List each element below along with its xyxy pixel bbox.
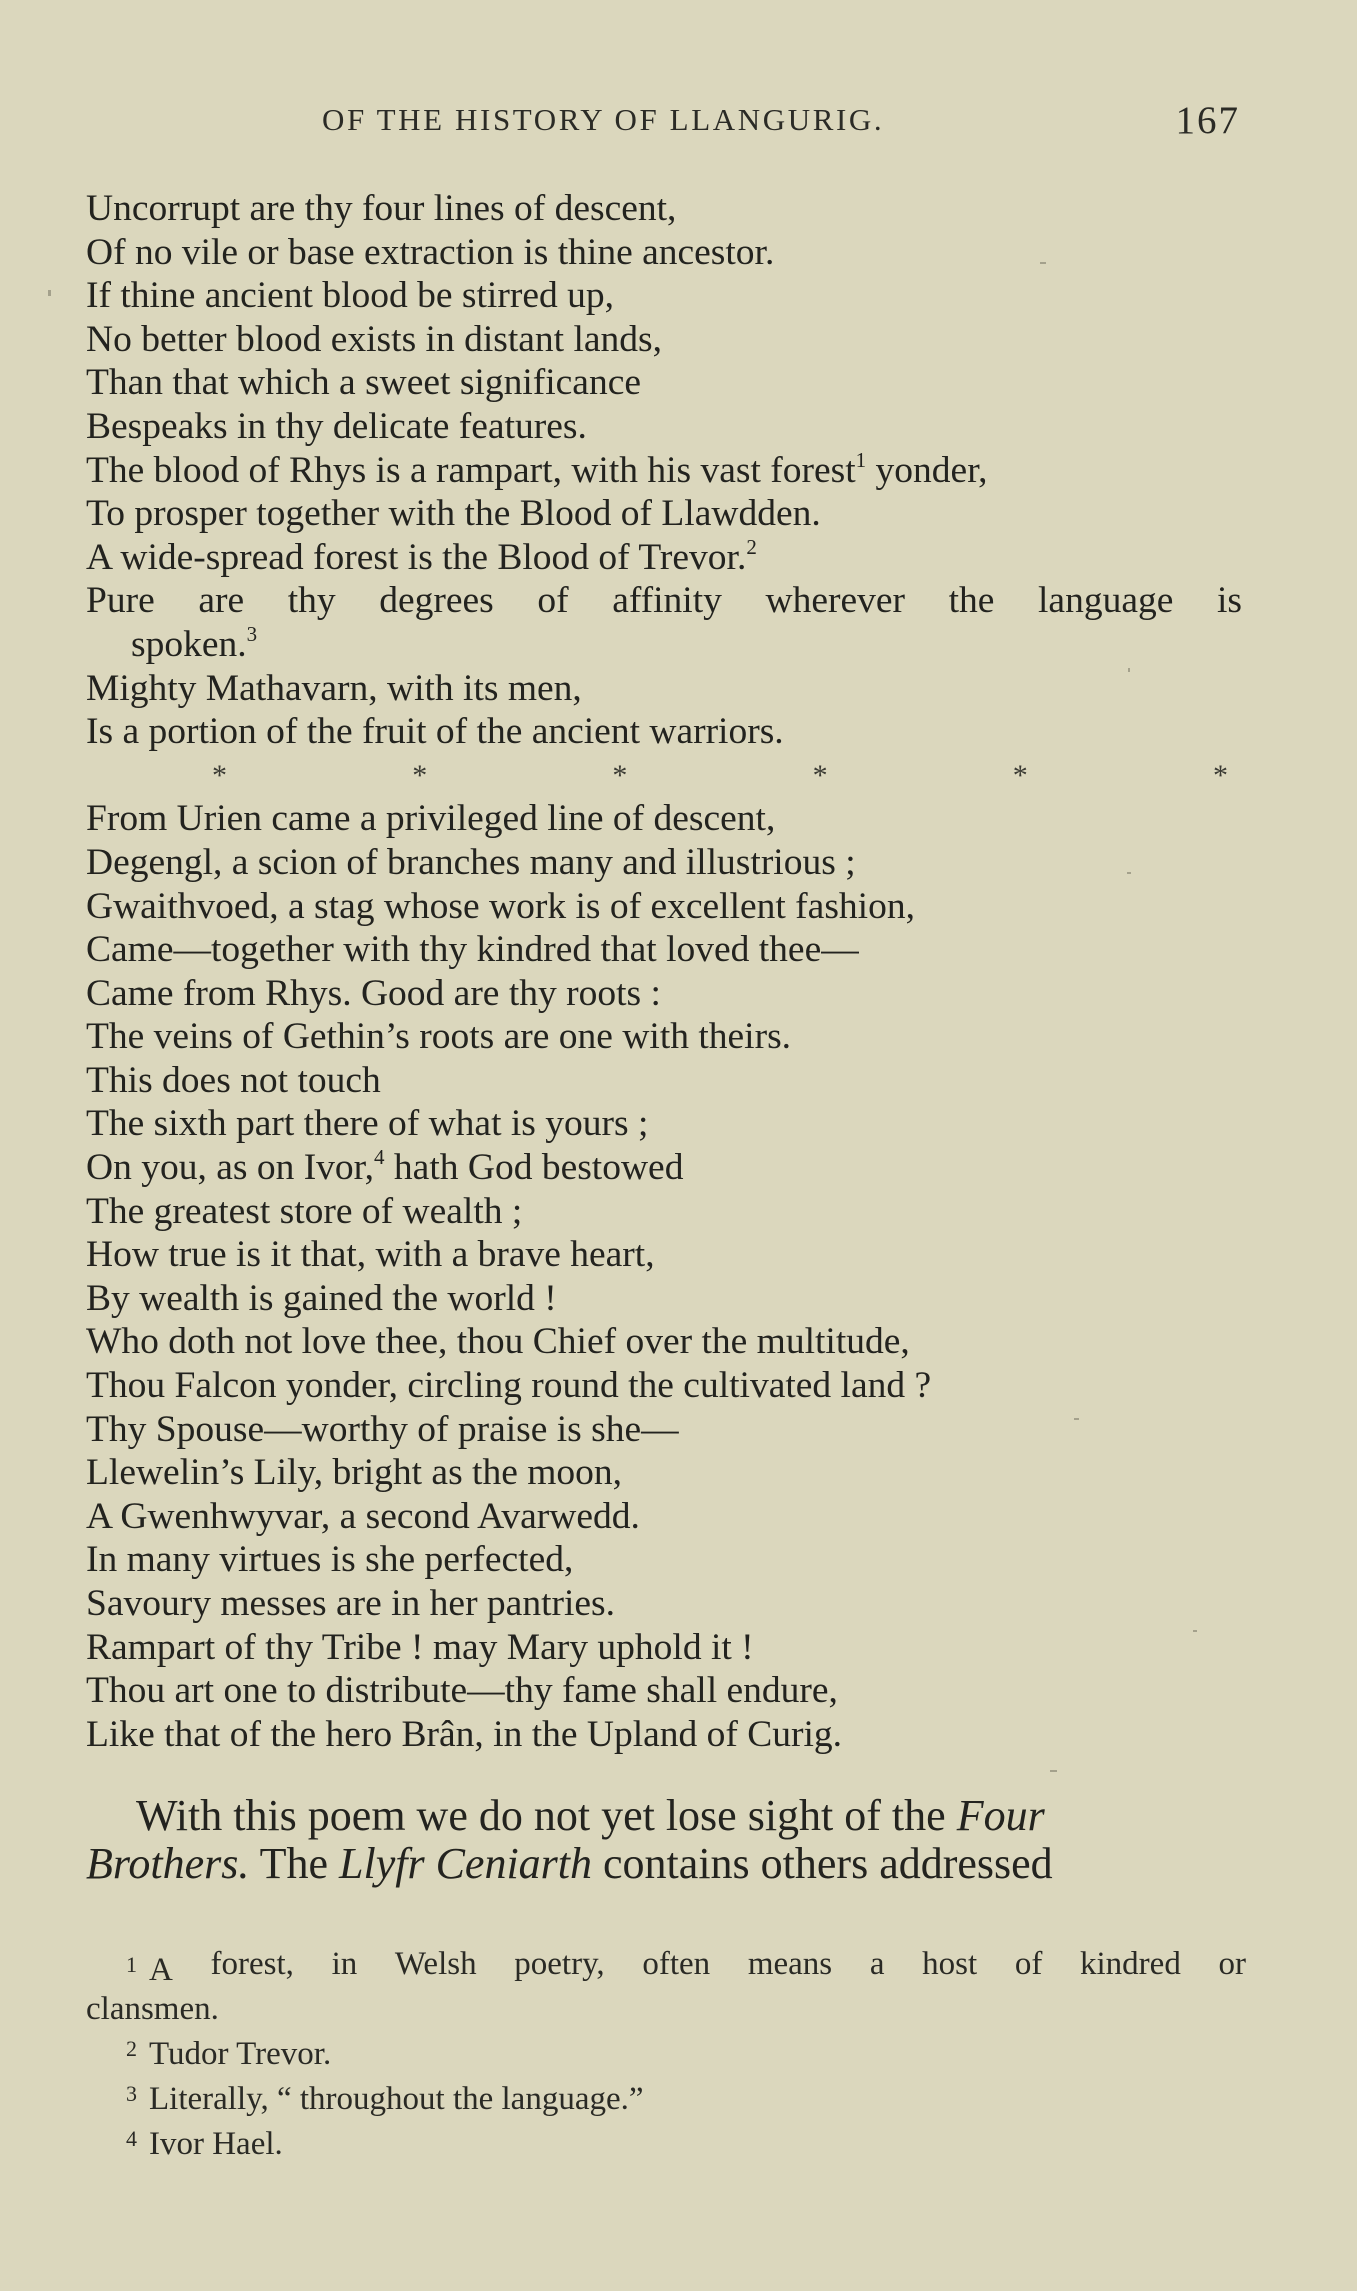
footnote-ref: 2 (746, 534, 757, 559)
word: Pure (86, 580, 155, 622)
word: poetry, (514, 1946, 605, 1982)
prose-italic: Llyfr Ceniarth (339, 1839, 593, 1888)
asterisk: * (212, 758, 227, 792)
prose-text: The (249, 1839, 339, 1888)
poem-line: The veins of Gethin’s roots are one with theirs. (86, 1016, 792, 1058)
footnote-4 (86, 2119, 1246, 2164)
poem-line-text: yonder, (866, 449, 988, 491)
poem-line: Mighty Mathavarn, with its men, (86, 667, 582, 709)
asterisk: * (812, 758, 828, 792)
word: thy (287, 580, 336, 622)
footnote-ref: 4 (374, 1145, 385, 1170)
poem-line: Than that which a sweet significance (86, 362, 641, 404)
word: language (1038, 580, 1174, 622)
paper-speck (1040, 262, 1046, 264)
poem-line: By wealth is gained the world ! (86, 1277, 557, 1319)
asterism (86, 754, 1242, 798)
poem-line-continuation (86, 623, 1242, 667)
word-text: A (149, 1952, 173, 1988)
footnote-text: Tudor Trevor. (149, 2036, 332, 2072)
word: host (922, 1946, 978, 1982)
footnote-mark: 1 (126, 1952, 137, 1977)
footnote-1-continuation: clansmen. (86, 1991, 219, 2027)
footnote-3 (86, 2074, 1246, 2119)
poem-line: Like that of the hero Brân, in the Upland of Curig. (86, 1713, 843, 1755)
prose-line (86, 1792, 1246, 1840)
poem-line-text: On you, as on Ivor, (86, 1147, 375, 1189)
word: are (198, 580, 245, 622)
running-title: OF THE HISTORY OF LLANGURIG. (322, 102, 885, 137)
word: or (1218, 1946, 1246, 1982)
poem-line (86, 1146, 1242, 1190)
poem-line: Llewelin’s Lily, bright as the moon, (86, 1452, 623, 1494)
prose-italic: Brothers. (86, 1839, 250, 1888)
poem-line: If thine ancient blood be stirred up, (86, 275, 614, 317)
poem-line: The greatest store of wealth ; (86, 1190, 523, 1232)
footnote-mark: 4 (126, 2126, 137, 2151)
prose-line (86, 1840, 1246, 1888)
asterisk: * (612, 758, 628, 792)
asterisk: * (1012, 758, 1028, 792)
word: of (1014, 1946, 1043, 1982)
word: forest, (210, 1946, 294, 1982)
poem-line: In many virtues is she perfected, (86, 1539, 574, 1581)
poem-line: Degengl, a scion of branches many and illustrious ; (86, 841, 856, 883)
prose-text: With this poem we do not yet lose sight of the (136, 1791, 957, 1840)
poem-line: Gwaithvoed, a stag whose work is of excellent fashion, (86, 885, 915, 927)
poem-line: Thou Falcon yonder, circling round the cultivated land ? (86, 1365, 932, 1407)
poem-line: Bespeaks in thy delicate features. (86, 405, 587, 447)
poem-line (86, 579, 1242, 623)
paper-speck (1127, 872, 1131, 874)
poem-line: From Urien came a privileged line of descent, (86, 798, 776, 840)
poem-line: Who doth not love thee, thou Chief over the multitude, (86, 1321, 910, 1363)
word (126, 1945, 173, 1990)
page-number: 167 (1175, 99, 1240, 142)
word: the (948, 580, 995, 622)
footnote-ref: 3 (246, 621, 258, 646)
asterisk: * (1212, 758, 1228, 792)
word: wherever (765, 580, 905, 622)
word: means (747, 1946, 833, 1982)
poem-line: Came—together with thy kindred that loved thee— (86, 929, 859, 971)
word: in (331, 1946, 358, 1982)
poem-line: Thou art one to distribute—thy fame shall endure, (86, 1670, 838, 1712)
footnote-2 (86, 2029, 1246, 2074)
footnote-1 (86, 1945, 1246, 1990)
prose-text: contains others addressed (592, 1839, 1053, 1888)
paper-speck (1074, 1418, 1079, 1420)
poem-line: Savoury messes are in her pantries. (86, 1583, 616, 1624)
footnote-mark: 3 (126, 2081, 137, 2106)
footnote-mark: 2 (126, 2036, 137, 2061)
word: affinity (612, 580, 722, 622)
poem-line-text: hath God bestowed (384, 1147, 684, 1189)
word: is (1216, 580, 1242, 622)
poem-line-text: spoken. (131, 623, 247, 665)
word: Welsh (394, 1946, 477, 1982)
word: of (537, 580, 569, 622)
footnote-text: Literally, “ throughout the language.” (149, 2081, 644, 2117)
poem-line: Uncorrupt are thy four lines of descent, (86, 188, 677, 229)
poem-line: To prosper together with the Blood of Llawdden. (86, 493, 821, 535)
word: a (869, 1946, 885, 1982)
word: kindred (1080, 1946, 1181, 1982)
poem-line: Thy Spouse—worthy of praise is she— (86, 1408, 679, 1450)
paper-speck (1193, 1630, 1197, 1632)
poem-line: Came from Rhys. Good are thy roots : (86, 972, 661, 1014)
poem-line: How true is it that, with a brave heart, (86, 1234, 655, 1276)
word: degrees (379, 580, 494, 622)
prose-paragraph (86, 1792, 1246, 1888)
poem-line-text: The blood of Rhys is a rampart, with his vast forest (86, 449, 856, 491)
poem-line (86, 449, 1242, 493)
poem-line: No better blood exists in distant lands, (86, 318, 662, 360)
footnote-text: Ivor Hael. (149, 2126, 283, 2162)
footnotes (86, 1945, 1246, 2164)
poem-line: Rampart of thy Tribe ! may Mary uphold it ! (86, 1626, 754, 1668)
asterisk: * (412, 758, 428, 792)
poem-line-text: A wide-spread forest is the Blood of Trevor. (86, 536, 747, 578)
footnote-ref: 1 (855, 447, 867, 472)
paper-speck (1128, 668, 1130, 672)
prose-italic: Four (956, 1791, 1045, 1840)
paper-speck (48, 290, 51, 296)
poem-line: Of no vile or base extraction is thine ancestor. (86, 231, 775, 273)
poem-line (86, 536, 1242, 580)
poem-line: Is a portion of the fruit of the ancient warriors. (86, 711, 784, 753)
word: often (642, 1946, 711, 1982)
paper-speck (1050, 1770, 1057, 1772)
poem-line: This does not touch (86, 1059, 381, 1101)
poem (86, 187, 1242, 1756)
poem-line: The sixth part there of what is yours ; (86, 1103, 649, 1145)
poem-line: A Gwenhwyvar, a second Avarwedd. (86, 1495, 640, 1537)
